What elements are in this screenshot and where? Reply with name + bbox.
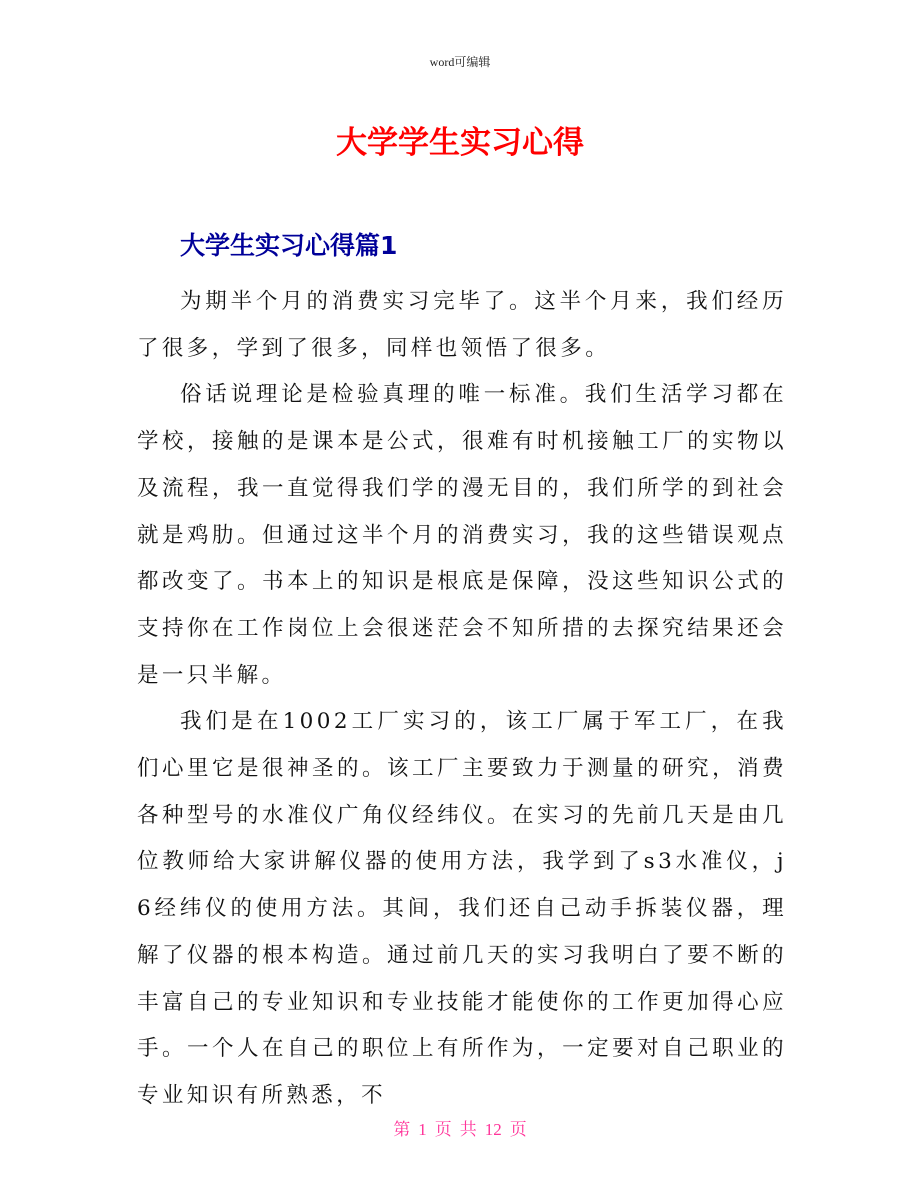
- section-title: 大学生实习心得篇1: [180, 231, 398, 260]
- header-note: word可编辑: [429, 55, 491, 69]
- page-label-unit: 页: [434, 1120, 452, 1139]
- current-page-number: 1: [418, 1120, 427, 1139]
- page-footer: [0, 1115, 920, 1140]
- total-label: 共: [459, 1120, 477, 1139]
- paragraph-3: 我们是在1002工厂实习的，该工厂属于军工厂，在我们心里它是很神圣的。该工厂主要致力于测量的研究，消费各种型号的水准仪广角仪经纬仪。在实习的先前几天是由几位教师给大家讲解仪器的使用方法，我学到了s3水准仪，j6经纬仪的使用方法。其间，我们还自己动手拆装仪器，理解了仪器的根本构造。通过前几天的实习我明白了要不断的丰富自己的专业知识和专业技能才能使你的工作更加得心应手。一个人在自己的职位上有所作为，一定要对自己职业的专业知识有所熟悉，不: [137, 709, 787, 1108]
- total-unit: 页: [509, 1120, 527, 1139]
- paragraph-1: 为期半个月的消费实习完毕了。这半个月来，我们经历了很多，学到了很多，同样也领悟了很多。: [137, 289, 787, 361]
- paragraph-2: 俗话说理论是检验真理的唯一标准。我们生活学习都在学校，接触的是课本是公式，很难有时机接触工厂的实物以及流程，我一直觉得我们学的漫无目的，我们所学的到社会就是鸡肋。但通过这半个月的消费实习，我的这些错误观点都改变了。书本上的知识是根底是保障，没这些知识公式的支持你在工作岗位上会很迷茫会不知所措的去探究结果还会是一只半解。: [137, 382, 787, 688]
- total-pages-number: 12: [484, 1120, 502, 1139]
- page-label-prefix: 第: [393, 1120, 411, 1139]
- document-title: 大学学生实习心得: [336, 125, 584, 161]
- document-body: [137, 279, 787, 1120]
